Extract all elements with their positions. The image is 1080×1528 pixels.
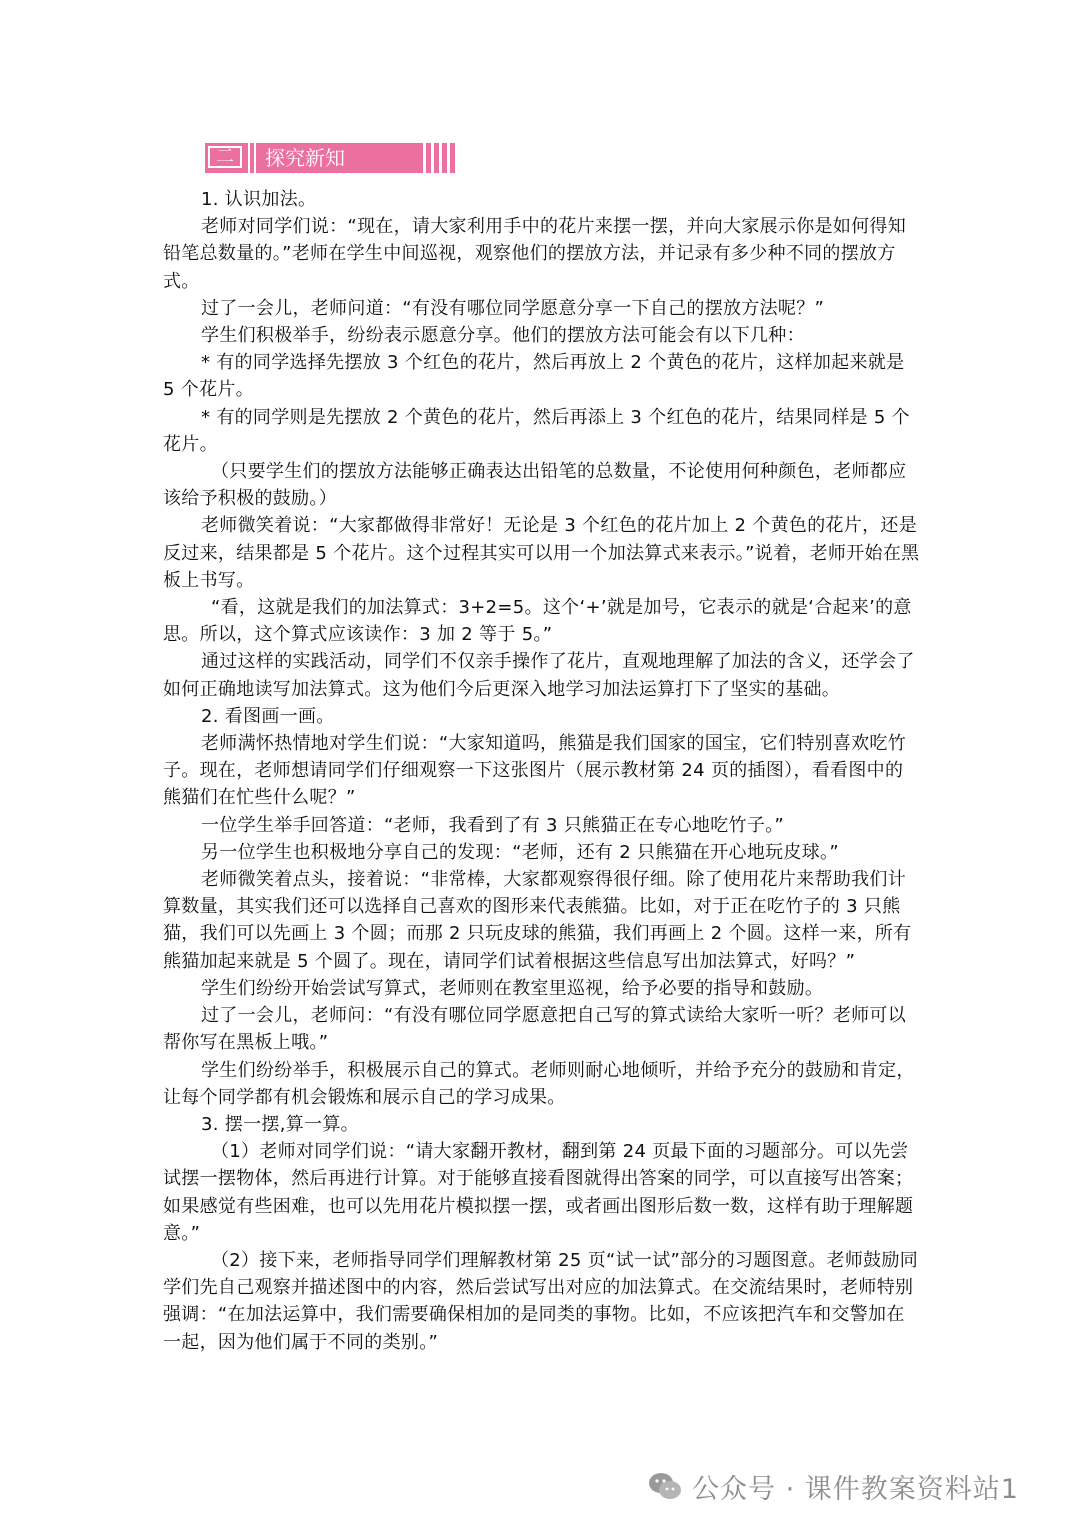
banner-stripe	[447, 143, 450, 173]
paragraph: 学生们积极举手，纷纷表示愿意分享。他们的摆放方法可能会有以下几种：	[201, 325, 805, 347]
paragraph: 学生们纷纷开始尝试写算式，老师则在教室里巡视，给予必要的指导和鼓励。	[201, 977, 824, 999]
watermark-text: 公众号 · 课件教案资料站1	[692, 1473, 1019, 1505]
section-number: 二	[208, 146, 242, 168]
banner-stripe	[439, 143, 442, 173]
bullet-item: * 有的同学选择先摆放 3 个红色的花片，然后再放上 2 个黄色的花片，这样加起来就是 5 个花片。	[163, 352, 905, 401]
paragraph: 老师对同学们说：“现在，请大家利用手中的花片来摆一摆，并向大家展示你是如何得知铅笔总数量的。”老师在学生中间巡视，观察他们的摆放方法，并记录有多少种不同的摆放方式。	[163, 216, 907, 292]
paragraph: “看，这就是我们的加法算式：3+2=5。这个‘+’就是加号，它表示的就是‘合起来’的意思。所以，这个算式应该读作：3 加 2 等于 5。”	[163, 597, 912, 646]
wechat-icon	[648, 1471, 682, 1501]
paragraph: 老师微笑着点头，接着说：“非常棒，大家都观察得很仔细。除了使用花片来帮助我们计算数量，其实我们还可以选择自己喜欢的图形来代表熊猫。比如，对于正在吃竹子的 3 只熊猫，我们可以先画上 3 个圆；而那 2 只玩皮球的熊猫，我们再画上 2 个圆。这样一来，所有熊猫加起来就是 5 个圆了。现在，请同学们试着根据这些信息写出加法算式，好吗？”	[163, 869, 912, 972]
section-banner	[205, 143, 455, 173]
bullet-item: * 有的同学则是先摆放 2 个黄色的花片，然后再添上 3 个红色的花片，结果同样是 5 个花片。	[163, 406, 910, 455]
paragraph: 一位学生举手回答道：“老师，我看到了有 3 只熊猫正在专心地吃竹子。”	[201, 814, 785, 836]
heading-2: 2. 看图画一画。	[201, 705, 335, 727]
paragraph: 学生们纷纷举手，积极展示自己的算式。老师则耐心地倾听，并给予充分的鼓励和肯定，让每个同学都有机会锻炼和展示自己的学习成果。	[163, 1059, 915, 1108]
watermark	[648, 1468, 1019, 1504]
banner-stripe	[431, 143, 434, 173]
paragraph: 通过这样的实践活动，同学们不仅亲手操作了花片，直观地理解了加法的含义，还学会了如何正确地读写加法算式。这为他们今后更深入地学习加法运算打下了坚实的基础。	[163, 651, 915, 700]
heading-1: 1. 认识加法。	[201, 189, 317, 210]
note: （只要学生们的摆放方法能够正确表达出铅笔的总数量，不论使用何种颜色，老师都应该给予积极的鼓励。）	[163, 461, 907, 510]
heading-3: 3. 摆一摆,算一算。	[201, 1113, 359, 1135]
paragraph: 过了一会儿，老师问：“有没有哪位同学愿意把自己写的算式读给大家听一听？老师可以帮你写在黑板上哦。”	[163, 1005, 907, 1054]
paragraph: 过了一会儿，老师问道：“有没有哪位同学愿意分享一下自己的摆放方法呢？”	[201, 297, 825, 319]
paragraph: 老师满怀热情地对学生们说：“大家知道吗，熊猫是我们国家的国宝，它们特别喜欢吃竹子。现在，老师想请同学们仔细观察一下这张图片（展示教材第 24 页的插图），看看图中的熊猫们在忙些什么呢？”	[163, 733, 907, 809]
paragraph: （2）接下来，老师指导同学们理解教材第 25 页“试一试”部分的习题图意。老师鼓励同学们先自己观察并描述图中的内容，然后尝试写出对应的加法算式。在交流结果时，老师特别强调：“在加法运算中，我们需要确保相加的是同类的事物。比如，不应该把汽车和交警加在一起，因为他们属于不同的类别。”	[163, 1249, 919, 1353]
banner-stripe	[423, 143, 426, 173]
paragraph: （1）老师对同学们说：“请大家翻开教材，翻到第 24 页最下面的习题部分。可以先尝试摆一摆物体，然后再进行计算。对于能够直接看图就得出答案的同学，可以直接写出答案；如果感觉有些困难，也可以先用花片模拟摆一摆，或者画出图形后数一数，这样有助于理解题意。”	[163, 1141, 914, 1244]
paragraph: 老师微笑着说：“大家都做得非常好！无论是 3 个红色的花片加上 2 个黄色的花片，还是反过来，结果都是 5 个花片。这个过程其实可以用一个加法算式来表示。”说着，老师开始在黑板上书写。	[163, 515, 920, 591]
banner-divider	[254, 143, 256, 173]
banner-divider	[248, 143, 250, 173]
paragraph: 另一位学生也积极地分享自己的发现：“老师，还有 2 只熊猫在开心地玩皮球。”	[201, 841, 839, 863]
section-title: 探究新知	[265, 146, 345, 170]
document-body	[163, 186, 920, 1356]
